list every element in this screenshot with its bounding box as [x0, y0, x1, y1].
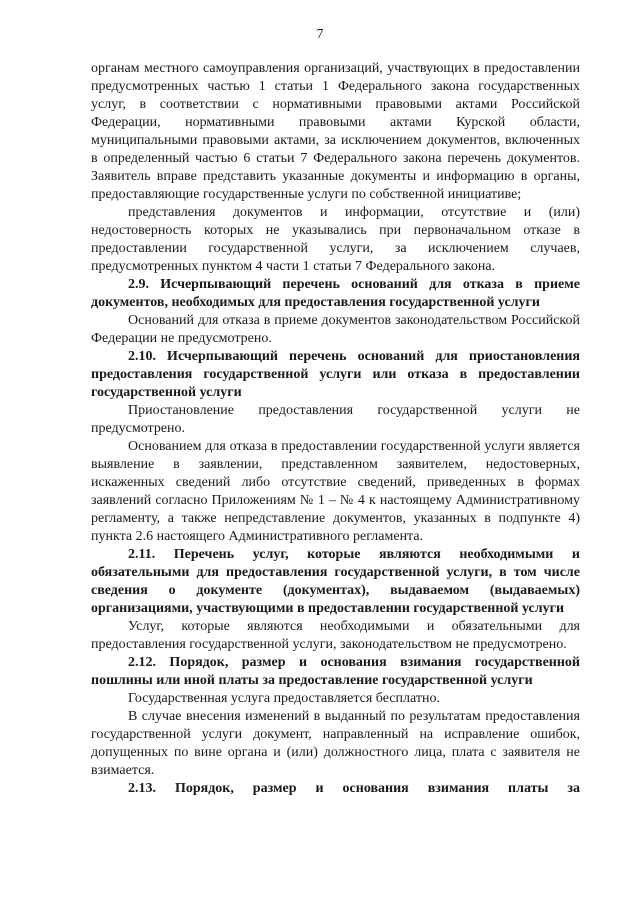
- heading-section-2-12: 2.12. Порядок, размер и основания взимания государственной пошлины или иной платы за предоставление государственной услуги: [91, 655, 580, 688]
- page-number: 7: [316, 27, 324, 42]
- heading-section-2-9: 2.9. Исчерпывающий перечень оснований для отказа в приеме документов, необходимых для предоставления государственной услуги: [91, 277, 580, 310]
- paragraph-free-of-charge: Государственная услуга предоставляется бесплатно.: [128, 691, 440, 706]
- paragraph-documents-list: органам местного самоуправления организаций, участвующих в предоставлении предусмотренных частью 1 статьи 1 Федерального закона государственных услуг, в соответствии с нормативными правовыми актами Российской Федерации, нормативными правовыми актами Курской области, муниципальными правовыми актами, за исключением документов, включенных в определенный частью 6 статьи 7 Федерального закона перечень документов. Заявитель вправе представить указанные документы и информацию в органы, предоставляющие государственные услуги по собственной инициативе;: [91, 61, 580, 202]
- heading-section-2-11: 2.11. Перечень услуг, которые являются необходимыми и обязательными для предоставления государственной услуги, в том числе сведения о документе (документах), выдаваемом (выдаваемых) организациями, участвующими в предоставлении государственной услуги: [91, 547, 580, 616]
- paragraph-refusal-grounds: Основанием для отказа в предоставлении государственной услуги является выявление в заявлении, представленном заявителем, недостоверных, искаженных сведений либо отсутствие сведений, приведенных в формах заявлений согласно Приложениям № 1 – № 4 к настоящему Административному регламенту, а также непредставление документов, указанных в подпункте 4) пункта 2.6 настоящего Административного регламента.: [91, 439, 580, 544]
- paragraph-suspension: Приостановление предоставления государственной услуги не предусмотрено.: [91, 403, 580, 436]
- document-body: [91, 60, 580, 798]
- paragraph-no-refusal-grounds: Оснований для отказа в приеме документов законодательством Российской Федерации не предусмотрено.: [91, 313, 580, 346]
- paragraph-unreliable-documents: представления документов и информации, отсутствие и (или) недостоверность которых не указывались при первоначальном отказе в предоставлении государственной услуги, за исключением случаев, предусмотренных пунктом 4 части 1 статьи 7 Федерального закона.: [91, 205, 580, 274]
- heading-section-2-13: 2.13. Порядок, размер и основания взимания платы за: [128, 781, 580, 796]
- paragraph-corrections-no-fee: В случае внесения изменений в выданный по результатам предоставления государственной услуги документ, направленный на исправление ошибок, допущенных по вине органа и (или) должностного лица, плата с заявителя не взимается.: [91, 709, 580, 778]
- paragraph-required-services: Услуг, которые являются необходимыми и обязательными для предоставления государственной услуги, законодательством не предусмотрено.: [91, 619, 580, 652]
- heading-section-2-10: 2.10. Исчерпывающий перечень оснований для приостановления предоставления государственной услуги или отказа в предоставлении государственной услуги: [91, 349, 580, 400]
